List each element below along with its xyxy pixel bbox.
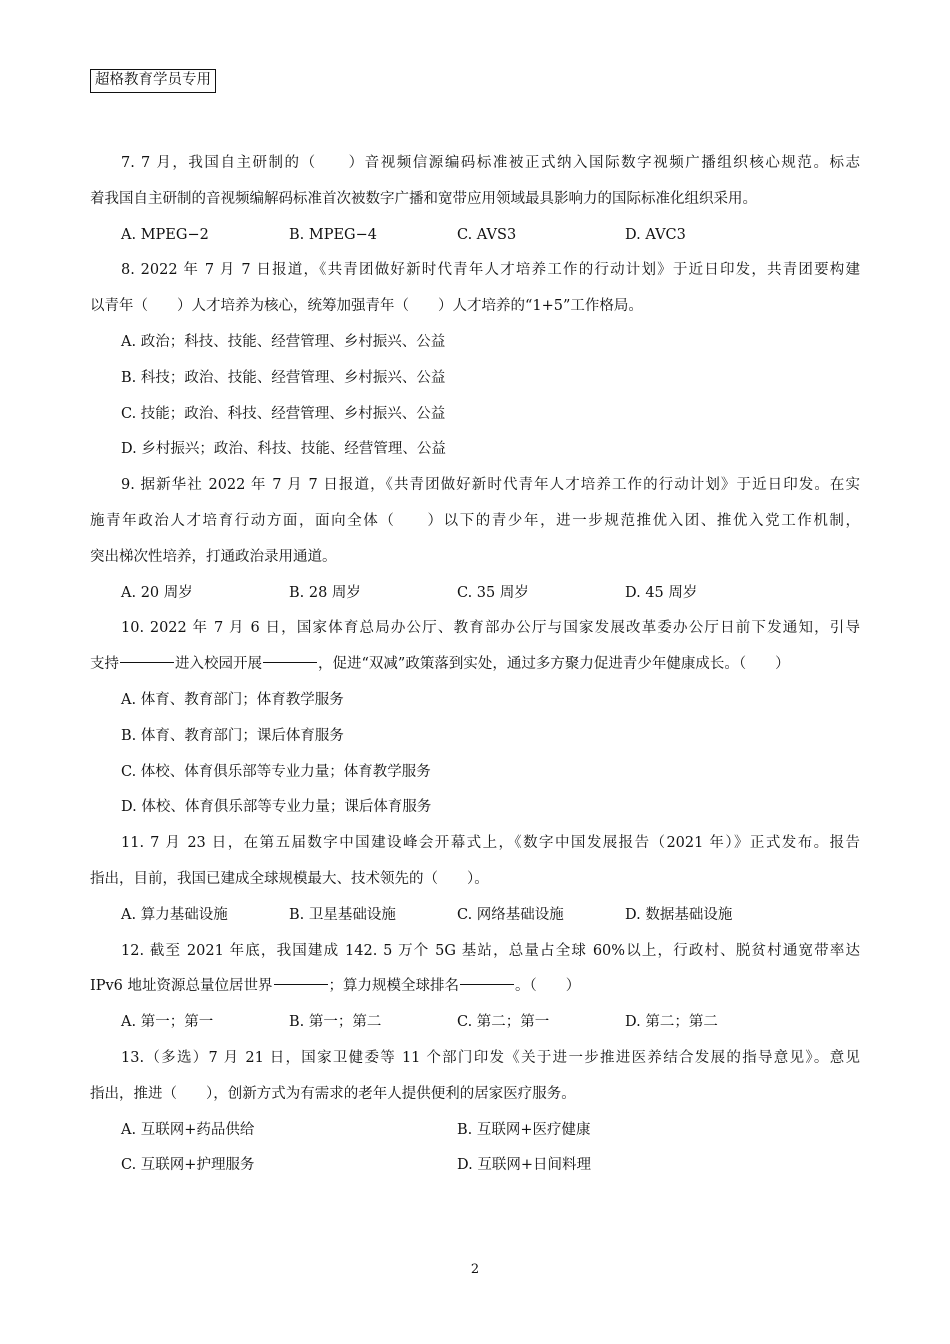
option-a: A. 20 周岁: [121, 584, 193, 601]
option-c: C. 互联网+护理服务: [121, 1157, 255, 1174]
document-body: [90, 146, 860, 1184]
option-a: A. MPEG−2: [121, 226, 209, 243]
option-c: C. AVS3: [457, 226, 517, 243]
question-10-line-2: [90, 647, 860, 683]
option-a: A. 算力基础设施: [121, 906, 228, 923]
option-d: D. 第二；第二: [625, 1014, 718, 1031]
question-12-line-2: [90, 969, 860, 1005]
question-13-line-1: 13.（多选）7 月 21 日，国家卫健委等 11 个部门印发《关于进一步推进医养结合发展的指导意见》。意见: [121, 1049, 860, 1066]
option-d: D. 体校、体育俱乐部等专业力量；课后体育服务: [121, 799, 432, 816]
fill-blank: [274, 983, 328, 985]
question-11-options: [90, 898, 860, 934]
question-13-options-row-2: [90, 1148, 860, 1184]
option-d: D. 乡村振兴；政治、科技、技能、经营管理、公益: [121, 441, 446, 458]
question-12-text-c: 。（ ）: [515, 978, 581, 995]
option-c: C. 第二；第一: [457, 1014, 550, 1031]
option-c: C. 网络基础设施: [457, 906, 564, 923]
option-a: A. 体育、教育部门；体育教学服务: [121, 691, 344, 708]
question-9-line-3: 突出梯次性培养，打通政治录用通道。: [90, 548, 337, 565]
question-11-line-1: 11. 7 月 23 日，在第五届数字中国建设峰会开幕式上，《数字中国发展报告（2021 年）》正式发布。报告: [121, 835, 860, 852]
option-d: D. 45 周岁: [625, 584, 698, 601]
option-b: B. 28 周岁: [289, 584, 361, 601]
question-10-text-b: 进入校园开展: [175, 656, 262, 673]
question-7-options: [90, 218, 860, 254]
option-c: C. 体校、体育俱乐部等专业力量；体育教学服务: [121, 763, 431, 780]
option-d: D. AVC3: [625, 226, 686, 243]
question-13-line-2: 指出，推进（ ），创新方式为有需求的老年人提供便利的居家医疗服务。: [90, 1085, 576, 1102]
option-d: D. 互联网+日间料理: [457, 1157, 591, 1174]
option-a: A. 互联网+药品供给: [121, 1121, 255, 1138]
question-13-options-row-1: [90, 1113, 860, 1149]
option-c: C. 技能；政治、科技、经营管理、乡村振兴、公益: [121, 405, 446, 422]
question-12-options: [90, 1005, 860, 1041]
question-12-text-a: IPv6 地址资源总量位居世界: [90, 978, 273, 995]
option-b: B. 第一；第二: [289, 1014, 382, 1031]
option-a: A. 第一；第一: [121, 1014, 214, 1031]
watermark-label: 超格教育学员专用: [90, 69, 216, 93]
question-11-line-2: 指出，目前，我国已建成全球规模最大、技术领先的（ ）。: [90, 870, 489, 887]
fill-blank: [460, 983, 514, 985]
option-b: B. 体育、教育部门；课后体育服务: [121, 727, 344, 744]
question-12-line-1: 12. 截至 2021 年底，我国建成 142. 5 万个 5G 基站，总量占全球 60%以上，行政村、脱贫村通宽带率达: [121, 942, 860, 959]
question-10-text-c: ，促进“双减”政策落到实处，通过多方聚力促进青少年健康成长。（ ）: [318, 656, 790, 673]
option-b: B. 卫星基础设施: [289, 906, 396, 923]
question-7-line-1: 7. 7 月，我国自主研制的（ ）音视频信源编码标准被正式纳入国际数字视频广播组织核心规范。标志: [121, 155, 860, 171]
option-d: D. 数据基础设施: [625, 906, 733, 923]
question-10-line-1: 10. 2022 年 7 月 6 日，国家体育总局办公厅、教育部办公厅与国家发展改革委办公厅日前下发通知，引导: [121, 620, 860, 637]
option-b: B. MPEG−4: [289, 226, 378, 243]
question-9-line-1: 9. 据新华社 2022 年 7 月 7 日报道，《共青团做好新时代青年人才培养工作的行动计划》于近日印发。在实: [121, 477, 860, 494]
option-c: C. 35 周岁: [457, 584, 529, 601]
page-number: 2: [470, 1262, 480, 1277]
question-8-line-1: 8. 2022 年 7 月 7 日报道，《共青团做好新时代青年人才培养工作的行动计划》于近日印发，共青团要构建: [121, 262, 860, 279]
question-10-text-a: 支持: [90, 656, 119, 673]
option-a: A. 政治；科技、技能、经营管理、乡村振兴、公益: [121, 333, 446, 350]
question-9-options: [90, 576, 860, 612]
question-7-line-2: 着我国自主研制的音视频编解码标准首次被数字广播和宽带应用领域最具影响力的国际标准化组织采用。: [90, 190, 757, 207]
question-9-line-2: 施青年政治人才培育行动方面，面向全体（ ）以下的青少年，进一步规范推优入团、推优入党工作机制，: [90, 512, 860, 529]
fill-blank: [263, 661, 317, 663]
option-b: B. 科技；政治、技能、经营管理、乡村振兴、公益: [121, 369, 446, 386]
option-b: B. 互联网+医疗健康: [457, 1121, 591, 1138]
question-12-text-b: ；算力规模全球排名: [328, 978, 460, 995]
fill-blank: [120, 661, 174, 663]
question-8-line-2: 以青年（ ）人才培养为核心，统筹加强青年（ ）人才培养的“1+5”工作格局。: [90, 298, 643, 315]
